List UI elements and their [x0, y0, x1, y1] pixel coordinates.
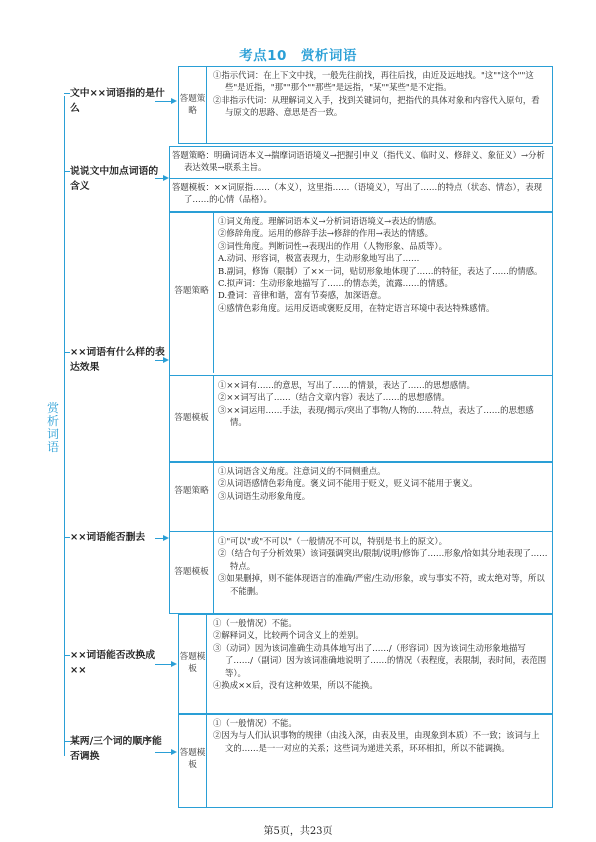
- arrow-2: [155, 178, 167, 179]
- section-1-label: 答题策略: [179, 67, 207, 143]
- topic-number: 考点10: [239, 48, 287, 64]
- section-1-line-1: ①指示代词：在上下文中找，一般先往前找，再往后找，由近及远地找。"这""这个""这些"是近指，"那""那个""那些"是远指，"某""某些"是不定指。: [213, 70, 534, 93]
- page-footer: 第5页，共23页: [263, 826, 333, 837]
- section-1-line-2: ②非指示代词：从理解词义入手，找到关键词句，把指代的具体对象和内容代入原句，看与原文的思路、意思是否一致。: [213, 94, 540, 118]
- section-4-template: ①"可以"或"不可以"（一般情况不可以，特别是书上的原文）。 ②（结合句子分析效果）该词强调突出/限制/说明/修饰了……形象/恰如其分地表现了……特点。 ③如果删掉，则不能体现语言的准确/严密/生动/形象，或与事实不符，或太绝对等，所以不能删。: [218, 536, 548, 596]
- section-2-strategy-text: 明确词语本义→揣摩词语语境义→把握引申义（指代义、临时义、修辞义、象征义）→分析表达效果→联系主旨。: [184, 150, 545, 173]
- section-1-text: [213, 69, 547, 119]
- section-3-divider: [170, 375, 552, 376]
- section-5-label: 答题模板: [179, 615, 207, 713]
- section-4-strategy-label: 答题策略: [170, 463, 214, 531]
- arrow-5: [155, 664, 175, 665]
- question-3: ××词语有什么样的表达效果: [70, 347, 165, 373]
- section-4-box: [169, 462, 553, 614]
- root-node: 赏析词语: [47, 401, 60, 454]
- section-2-strategy: 答题策略：明确词语本义→揣摩词语语境义→把握引申义（指代义、临时义、修辞义、象征义）→分析表达效果→联系主旨。: [172, 150, 545, 173]
- section-2-strategy-label: 答题策略: [172, 150, 206, 160]
- section-2-template-text: ××词原指……（本义），这里指……（语境义），写出了……的特点（状态、情态），表现了……的心情（品格）。: [184, 182, 542, 205]
- section-3-strategy-label: 答题策略: [170, 213, 214, 373]
- section-5-text: ①（一般情况）不能。 ②解释词义，比较两个词含义上的差别。 ③（动词）因为该词准确生动具体地写出了……/（形容词）因为该词生动形象地描写了……/（副词）因为该词准确地说明了……的情况（表程度，表限制，表时间，表范围等）。 ④换成××后，没有这种效果，所以不能换。: [213, 618, 547, 691]
- question-2: 说说文中加点词语的含义: [70, 164, 166, 194]
- section-3-template: ①××词有……的意思，写出了……的情景，表达了……的思想感情。 ②××词写出了……（结合文章内容）表达了……的思想感情。 ③××词运用……手法，表现/揭示/突出了事物/人物的……特点，表达了……的思想感情。: [218, 380, 534, 428]
- section-1-box: [178, 66, 553, 144]
- section-6-text: ①（一般情况）不能。 ②因为与人们认识事物的规律（由浅入深，由表及里，由现象到本质）不一致；该词与上文的……是一一对应的关系；这些词为递进关系，环环相扣，所以不能调换。: [213, 718, 540, 753]
- section-4-template-label: 答题模板: [170, 532, 214, 613]
- section-5-box: [178, 614, 553, 714]
- section-6-label: 答题模板: [179, 715, 207, 807]
- section-4-strategy: ①从词语含义角度。注意词义的不同侧重点。 ②从词语感情色彩角度。褒义词不能用于贬义，贬义词不能用于褒义。 ③从词语生动形象角度。: [218, 466, 478, 501]
- root-connector: [64, 96, 65, 756]
- section-3-box: [169, 212, 553, 462]
- section-3-strategy: ①词义角度。理解词语本义→分析词语语境义→表达的情感。 ②修辞角度。运用的修辞手法→修辞的作用→表达的情感。 ③词性角度。判断词性→表现出的作用（人物形象、品质等）。 A.动词、形容词，极富表现力，生动形象地写出了…… B.副词，修饰（限制）了××一词，贴切形象地体现了……的特征，表达了……的情感。 C.拟声词：生动形象地描写了……的情态美，流露……的情感。 D.叠词：音律和谐，富有节奏感，加深语意。 ④感情色彩角度。运用反语或褒贬反用，在特定语言环境中表达特殊感情。: [218, 216, 543, 313]
- question-4: ××词语能否删去: [70, 530, 166, 545]
- section-6-box: [178, 714, 553, 808]
- question-1: 文中××词语指的是什么: [70, 88, 165, 114]
- page-title: [0, 44, 596, 64]
- question-5: ××词语能否改换成××: [70, 648, 166, 678]
- arrow-1: [155, 101, 175, 102]
- section-2-template-label: 答题模板: [172, 182, 206, 192]
- arrow-4: [155, 538, 167, 539]
- topic-name: 赏析词语: [300, 48, 357, 64]
- section-2-divider: [170, 178, 552, 179]
- section-4-divider: [170, 531, 552, 532]
- arrow-6: [155, 752, 175, 753]
- section-3-template-label: 答题模板: [170, 376, 214, 461]
- question-6: 某两/三个词的顺序能否调换: [70, 734, 166, 764]
- section-2-box: [169, 146, 553, 212]
- arrow-3: [155, 360, 167, 361]
- section-2-template: 答题模板：××词原指……（本义），这里指……（语境义），写出了……的特点（状态、情态），表现了……的心情（品格）。: [172, 182, 542, 205]
